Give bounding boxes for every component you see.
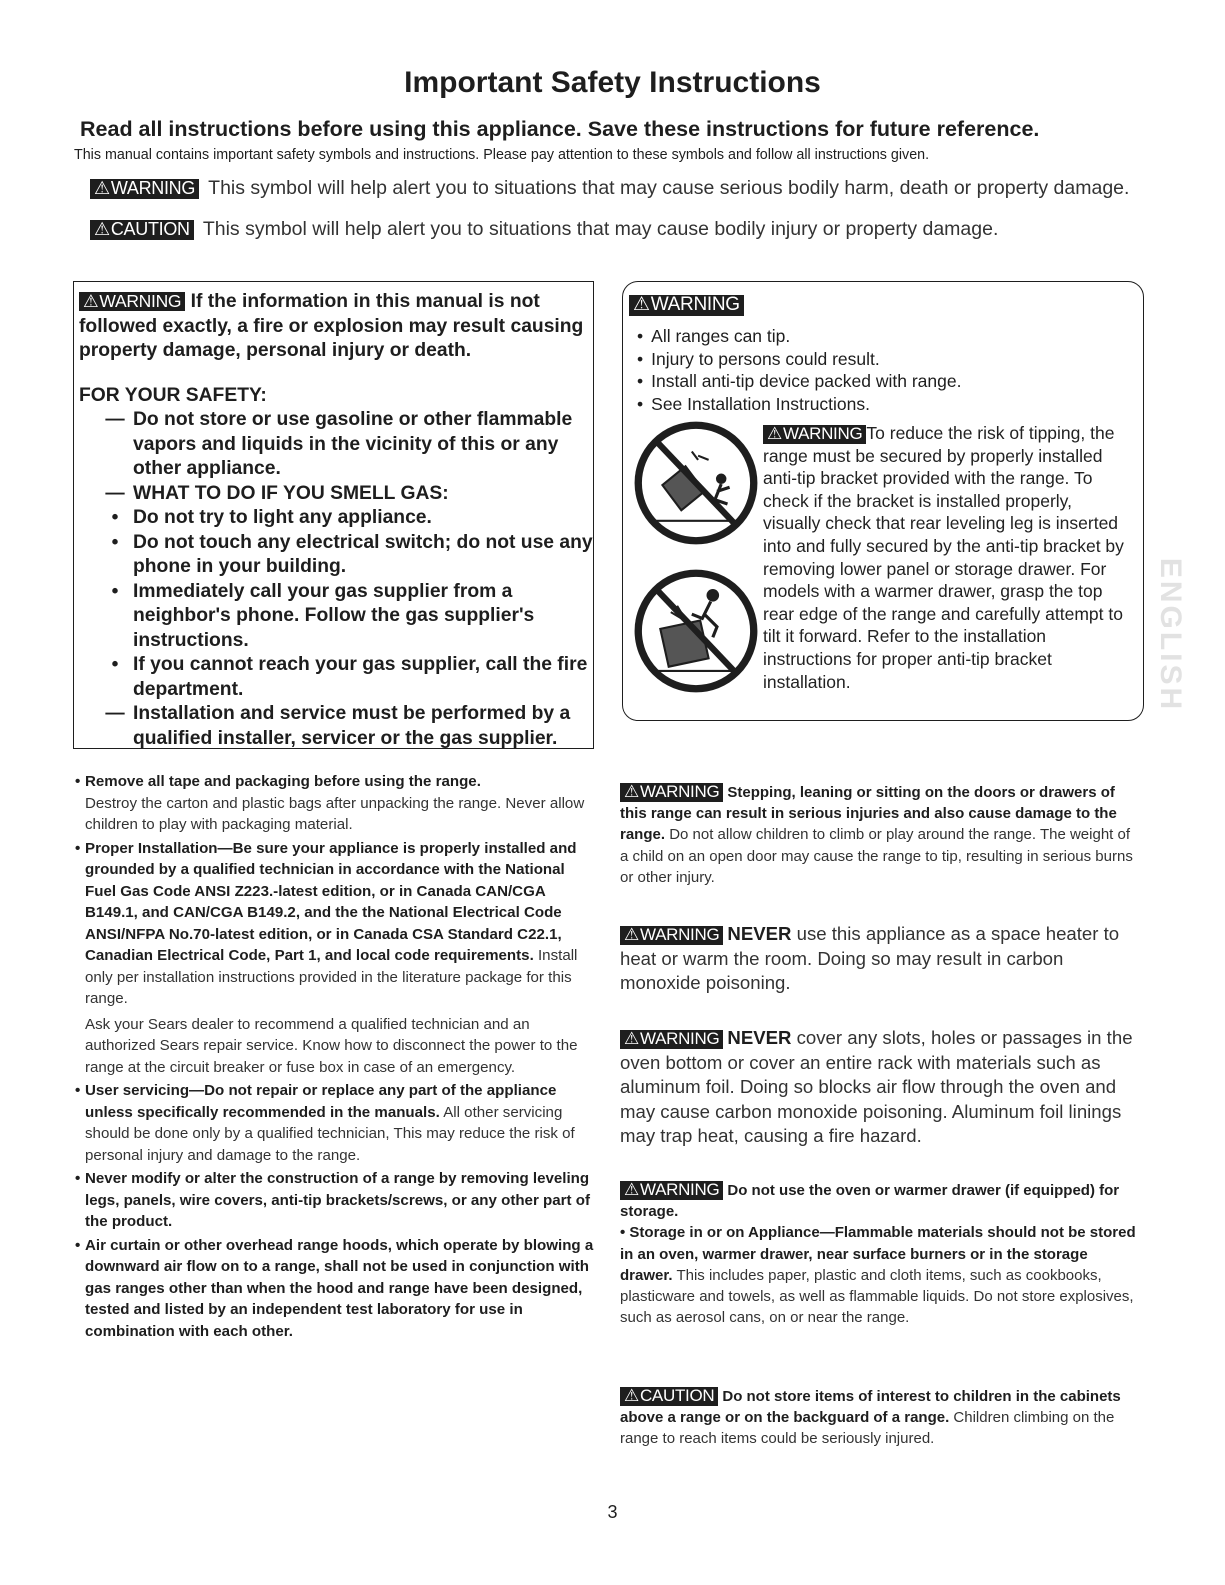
children-caution <box>620 1386 1140 1450</box>
list-item <box>79 531 593 580</box>
list-item <box>78 1235 598 1343</box>
for-your-safety-heading: FOR YOUR SAFETY: <box>79 384 267 406</box>
warning-badge <box>90 179 199 199</box>
caution-symbol-row <box>90 218 998 241</box>
bullet-marker: • <box>111 654 119 675</box>
badge-label: CAUTION <box>110 219 190 239</box>
page-subtitle: Read all instructions before using this appliance. Save these instructions for future reference. <box>80 117 1040 141</box>
left-column <box>78 771 598 1344</box>
list-item <box>79 482 593 507</box>
alert-triangle-icon: ⚠ <box>624 925 639 944</box>
caution-symbol-text: This symbol will help alert you to situations that may cause bodily injury or property damage. <box>202 218 999 240</box>
safety-list <box>79 408 593 751</box>
list-item <box>79 580 593 654</box>
badge-label: WARNING <box>639 1029 720 1048</box>
stepping-warning <box>620 782 1140 888</box>
warning-badge <box>620 783 723 802</box>
list-item <box>78 1080 598 1166</box>
page-title: Important Safety Instructions <box>404 66 821 99</box>
warning-badge <box>620 926 723 945</box>
alert-triangle-icon: ⚠ <box>94 219 110 239</box>
alert-triangle-icon: ⚠ <box>624 1029 639 1048</box>
anti-tip-body-text: To reduce the risk of tipping, the range must be secured by properly installed anti-tip bracket provided with the range. To check if the bracket is installed properly, visually check that rear leveling leg is inserted into and fully secured by the anti-tip bracket by removing lower panel or storage drawer. For models with a warmer drawer, grasp the top rear edge of the range and carefully attempt to tilt it forward. Refer to the installation instructions for proper anti-tip bracket installation. <box>763 423 1124 692</box>
item-text: Destroy the carton and plastic bags after unpacking the range. Never allow children to play with packaging material. <box>85 794 585 833</box>
dealer-paragraph: Ask your Sears dealer to recommend a qualified technician and an authorized Sears repair service. Know how to disconnect the power to the range at the circuit breaker or fuse box in case of an emergency. <box>85 1015 578 1076</box>
warning-badge <box>620 1030 723 1049</box>
list-item-text: Do not try to light any appliance. <box>133 507 432 528</box>
caution-badge <box>620 1387 718 1406</box>
no-tipping-range-icon <box>633 420 759 546</box>
page-number: 3 <box>607 1502 618 1522</box>
space-heater-warning <box>620 922 1140 996</box>
alert-triangle-icon: ⚠ <box>94 178 110 198</box>
list-item <box>78 838 598 1010</box>
list-item <box>79 702 593 751</box>
bullet-marker: • <box>111 507 119 528</box>
intro-text: This manual contains important safety symbols and instructions. Please pay attention to these symbols and follow all instructions given. <box>74 147 930 163</box>
no-climbing-range-icon <box>633 568 759 694</box>
warning-symbol-text: This symbol will help alert you to situations that may cause serious bodily harm, death or property damage. <box>208 177 1130 199</box>
caution-badge <box>90 220 194 240</box>
badge-label: CAUTION <box>639 1386 715 1405</box>
warning-bold-text: NEVER <box>727 1027 792 1048</box>
anti-tip-badge-wrap <box>629 294 744 316</box>
warning-badge <box>629 295 744 316</box>
item-bold-text: Air curtain or other overhead range hoods, which operate by blowing a downward air flow on to a range, shall not be used in conjunction with gas ranges other than when the hood and range have been designed, tested and listed by an independent test laboratory for use in combination with each other. <box>85 1236 594 1340</box>
list-item <box>78 771 598 836</box>
list-item-text: Immediately call your gas supplier from a neighbor's phone. Follow the gas supplier's instructions. <box>133 580 535 651</box>
warning-text: Do not allow children to climb or play around the range. The weight of a child on an open door may cause the range to tip, resulting in serious burns or other injury. <box>620 826 1133 886</box>
list-item: • Install anti-tip device packed with range. <box>637 370 961 393</box>
warning-bold-text: Do not use the oven or warmer drawer (if equipped) for storage. <box>620 1182 1120 1221</box>
caution-text: Children climbing on the range to reach items could be seriously injured. <box>620 1409 1115 1448</box>
list-item-text: WHAT TO DO IF YOU SMELL GAS: <box>133 482 449 504</box>
anti-tip-warning-box <box>622 281 1144 721</box>
item-bold-text: Never modify or alter the construction of a range by removing leveling legs, panels, wire covers, anti-tip brackets/screws, or any other part of the product. <box>85 1170 590 1230</box>
alert-triangle-icon: ⚠ <box>624 782 639 801</box>
item-bold-text: User servicing—Do not repair or replace any part of the appliance unless specifically recommended in the manuals. <box>85 1082 557 1121</box>
warning-text: This includes paper, plastic and cloth items, such as cookbooks, plasticware and towels, as well as flammable liquids. Do not store explosives, such as aerosol cans, on or near the range. <box>620 1266 1134 1327</box>
warning-bold-text: Stepping, leaning or sitting on the doors or drawers of this range can result in serious injuries and also cause damage to the range. <box>620 784 1117 844</box>
item-text: Install only per installation instructions provided in the literature package for this range. <box>85 947 578 1007</box>
side-tab-label: ENGLISH <box>1154 557 1187 713</box>
badge-label: WARNING <box>639 925 720 944</box>
alert-triangle-icon: ⚠ <box>83 291 99 311</box>
storage-bullet-bold: • Storage in or on Appliance—Flammable materials should not be stored in an oven, warmer drawer, near surface burners or in the storage drawer. <box>620 1224 1136 1284</box>
list-item-text: If you cannot reach your gas supplier, call the fire department. <box>133 654 588 700</box>
list-item <box>79 408 593 482</box>
item-bold-text: Proper Installation—Be sure your appliance is properly installed and grounded by a qualified technician in accordance with the National Fuel Gas Code ANSI Z223.-latest edition, or in Canada CAN/CGA B149.1, and CAN/CGA B149.2, and the the National Electrical Code ANSI/NFPA No.70-latest edition, or in Canada CSA Standard C22.1, Canadian Electrical Code, Part 1, and local code requirements. <box>85 839 577 964</box>
dash-marker: — <box>105 409 125 430</box>
badge-label: WARNING <box>639 782 720 801</box>
badge-label: WARNING <box>110 178 196 198</box>
list-item: • Injury to persons could result. <box>637 348 961 371</box>
alert-triangle-icon: ⚠ <box>624 1386 639 1405</box>
alert-triangle-icon: ⚠ <box>624 1180 639 1199</box>
list-item-text: Do not store or use gasoline or other flammable vapors and liquids in the vicinity of this or any other appliance. <box>133 409 573 479</box>
warning-badge <box>620 1181 723 1200</box>
warning-text: use this appliance as a space heater to heat or warm the room. Doing so may result in carbon monoxide poisoning. <box>620 923 1120 993</box>
alert-triangle-icon: ⚠ <box>633 294 650 315</box>
slots-warning <box>620 1026 1140 1149</box>
list-item-text: Do not touch any electrical switch; do not use any phone in your building. <box>133 531 593 577</box>
warning-badge <box>763 425 866 444</box>
gas-warning-intro-text: If the information in this manual is not followed exactly, a fire or explosion may result causing property damage, personal injury or death. <box>79 291 584 361</box>
warning-bold-text: NEVER <box>727 923 792 944</box>
anti-tip-body <box>763 422 1133 693</box>
gas-warning-box <box>73 281 594 749</box>
badge-label: WARNING <box>650 294 740 315</box>
gas-warning-intro <box>79 290 593 364</box>
warning-text: cover any slots, holes or passages in the oven bottom or cover an entire rack with materials such as aluminum foil. Doing so blocks air flow through the oven and may cause carbon monoxide poisoning. Aluminum foil linings may trap heat, causing a fire hazard. <box>620 1027 1133 1146</box>
anti-tip-bullets <box>637 325 961 415</box>
alert-triangle-icon: ⚠ <box>767 424 782 443</box>
list-item <box>79 653 593 702</box>
storage-warning <box>620 1180 1140 1328</box>
item-text: All other servicing should be done only by a qualified technician, This may reduce the risk of personal injury and damage to the range. <box>85 1103 575 1164</box>
list-item: • See Installation Instructions. <box>637 393 961 416</box>
dash-marker: — <box>105 703 125 724</box>
caution-bold-text: Do not store items of interest to children in the cabinets above a range or on the backguard of a range. <box>620 1388 1121 1427</box>
list-item: • All ranges can tip. <box>637 325 961 348</box>
badge-label: WARNING <box>782 424 863 443</box>
bullet-marker: • <box>111 531 119 553</box>
badge-label: WARNING <box>99 291 182 311</box>
warning-badge <box>79 292 185 311</box>
language-side-tab <box>1150 557 1190 713</box>
badge-label: WARNING <box>639 1180 720 1199</box>
list-item <box>79 506 593 531</box>
list-item-text: Installation and service must be performed by a qualified installer, servicer or the gas supplier. <box>133 703 571 749</box>
item-bold-text: Remove all tape and packaging before using the range. <box>85 773 481 790</box>
warning-symbol-row <box>90 177 1129 200</box>
bullet-marker: • <box>111 580 119 602</box>
dash-marker: — <box>105 482 125 504</box>
list-item <box>78 1168 598 1233</box>
